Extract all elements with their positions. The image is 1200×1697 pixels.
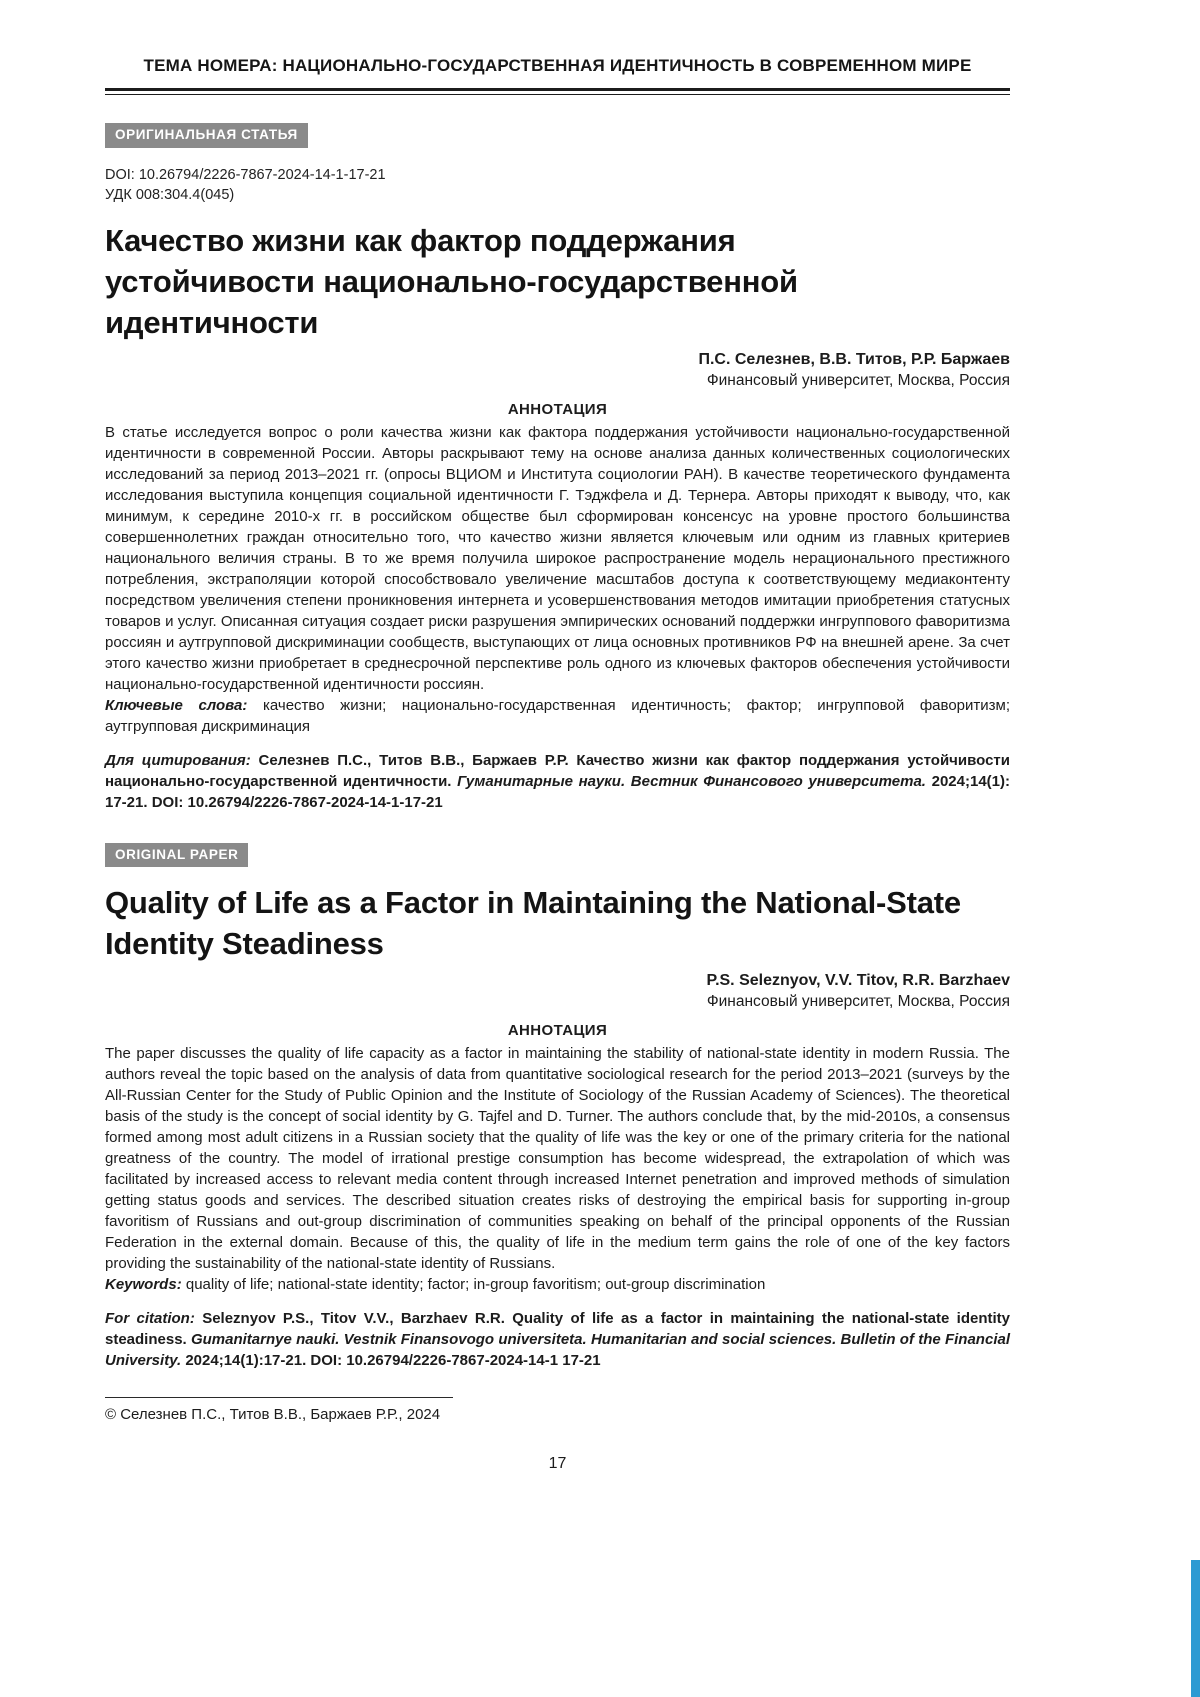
running-head: ТЕМА НОМЕРА: НАЦИОНАЛЬНО-ГОСУДАРСТВЕННАЯ ИДЕНТИЧНОСТЬ В СОВРЕМЕННОМ МИРЕ [143, 56, 972, 75]
abstract-heading-ru: АННОТАЦИЯ [507, 400, 608, 418]
keywords-text-ru: качество жизни; национально-государственная идентичность; фактор; ингрупповой фаворитизм; аутгрупповая дискриминация [105, 696, 1010, 735]
footnote-rule [105, 1397, 453, 1398]
citation-label-en: For citation: [105, 1310, 195, 1327]
english-article-block [105, 843, 1010, 1372]
citation-volume-doi-ru: 2024;14(1): 17-21. DOI: 10.26794/2226-7867-2024-14-1-17-21 [105, 772, 1010, 811]
keywords-en [105, 1274, 1010, 1295]
abstract-heading-en: АННОТАЦИЯ [507, 1022, 608, 1039]
citation-authors-title-ru: Селезнев П.С., Титов В.В., Баржаев Р.Р. Качество жизни как фактор поддержания устойчивости национально-государственной идентичности. [105, 751, 1010, 790]
affiliation-ru: Финансовый университет, Москва, Россия [706, 371, 1010, 389]
citation-journal-en: Gumanitarnye nauki. Vestnik Finansovogo universiteta. Humanitarian and social sciences. Bulletin of the Financial University. [105, 1331, 1010, 1369]
citation-journal-ru: Гуманитарные науки. Вестник Финансового университета. [457, 772, 926, 790]
page-number: 17 [548, 1455, 567, 1472]
citation-label-ru: Для цитирования: [105, 751, 251, 769]
russian-article-block [105, 123, 1010, 813]
abstract-text-ru: В статье исследуется вопрос о роли качества жизни как фактора поддержания устойчивости национально-государственной идентичности в современной России. Авторы раскрывают тему на основе анализа данных количественных социологических исследований за период 2013–2021 гг. (опросы ВЦИОМ и Института социологии РАН). В качестве теоретического фундамента исследования выступила концепция социальной идентичности Г. Тэджфела и Д. Тернера. Авторы приходят к выводу, что, как минимум, к середине 2010-х гг. в российском обществе был сформирован консенсус на уровне простого большинства совершеннолетних граждан относительно того, что качество жизни является ключевым или одним из главных критериев национального величия страны. В то же время получила широкое распространение модель нерационального престижного потребления, экстраполяции которой способствовало увеличение масштабов доступа к соответствующему медиаконтенту посредством увеличения степени проникновения интернета и усовершенствования методов имитации приобретения статусных товаров и услуг. Описанная ситуация создает риски разрушения эмпирических оснований поддержки ингруппового фаворитизма россиян и аутгрупповой дискриминации сообществ, выступающих от лица основных противников РФ на внешней арене. За счет этого качество жизни приобретает в среднесрочной перспективе роль одного из ключевых факторов обеспечения устойчивости национально-государственной идентичности россиян. [105, 423, 1010, 693]
doi-line: DOI: 10.26794/2226-7867-2024-14-1-17-21 [105, 166, 386, 183]
citation-en [105, 1308, 1010, 1371]
keywords-label-en: Keywords: [105, 1276, 182, 1293]
citation-authors-title-en: Seleznyov P.S., Titov V.V., Barzhaev R.R. Quality of life as a factor in maintaining the national-state identity steadiness. [105, 1310, 1010, 1348]
keywords-text-en: quality of life; national-state identity; factor; in-group favoritism; out-group discrimination [181, 1276, 766, 1293]
affiliation-en: Финансовый университет, Москва, Россия [706, 993, 1010, 1010]
article-type-badge-ru: ОРИГИНАЛЬНАЯ СТАТЬЯ [105, 123, 308, 148]
copyright-line: © Селезнев П.С., Титов В.В., Баржаев Р.Р., 2024 [105, 1406, 441, 1423]
page-footer [105, 1397, 1010, 1473]
keywords-ru [105, 695, 1010, 737]
citation-ru [105, 750, 1010, 813]
article-type-badge-en: ORIGINAL PAPER [105, 843, 248, 868]
header-double-rule [105, 88, 1010, 95]
citation-volume-doi-en: 2024;14(1):17-21. DOI: 10.26794/2226-7867-2024-14-1 17-21 [181, 1352, 601, 1369]
udc-line: УДК 008:304.4(045) [105, 186, 235, 203]
article-title-ru: Качество жизни как фактор поддержания устойчивости национально-государственной идентичности [105, 222, 798, 340]
article-title-en: Quality of Life as a Factor in Maintaining the National-State Identity Steadiness [105, 885, 961, 961]
keywords-label-ru: Ключевые слова: [105, 696, 248, 714]
abstract-text-en: The paper discusses the quality of life capacity as a factor in maintaining the stability of national-state identity in modern Russia. The authors reveal the topic based on the analysis of data from quantitative sociological research for the period 2013–2021 (surveys by the All-Russian Center for the Study of Public Opinion and the Institute of Sociology of the Russian Academy of Sciences). The theoretical basis of the study is the concept of social identity by G. Tajfel and D. Turner. The authors conclude that, by the mid-2010s, a consensus formed among most adult citizens in a Russian society that the quality of life was the key or one of the primary criteria for the national greatness of the country. The model of irrational prestige consumption has become widespread, the extrapolation of which was facilitated by increased access to relevant media content through increased Internet penetration and improved methods of simulation getting status goods and services. The described situation creates risks of destroying the empirical basis for supporting in-group favoritism of Russians and out-group discrimination of communities speaking on behalf of the principal opponents of the Russian Federation in the external domain. Because of this, the quality of life in the medium term gains the role of one of the key factors providing the sustainability of the national-state identity of Russians. [105, 1045, 1010, 1272]
accent-stripe [1191, 1560, 1200, 1697]
authors-en: P.S. Seleznyov, V.V. Titov, R.R. Barzhaev [706, 972, 1010, 989]
authors-ru: П.С. Селезнев, В.В. Титов, Р.Р. Баржаев [698, 350, 1010, 368]
